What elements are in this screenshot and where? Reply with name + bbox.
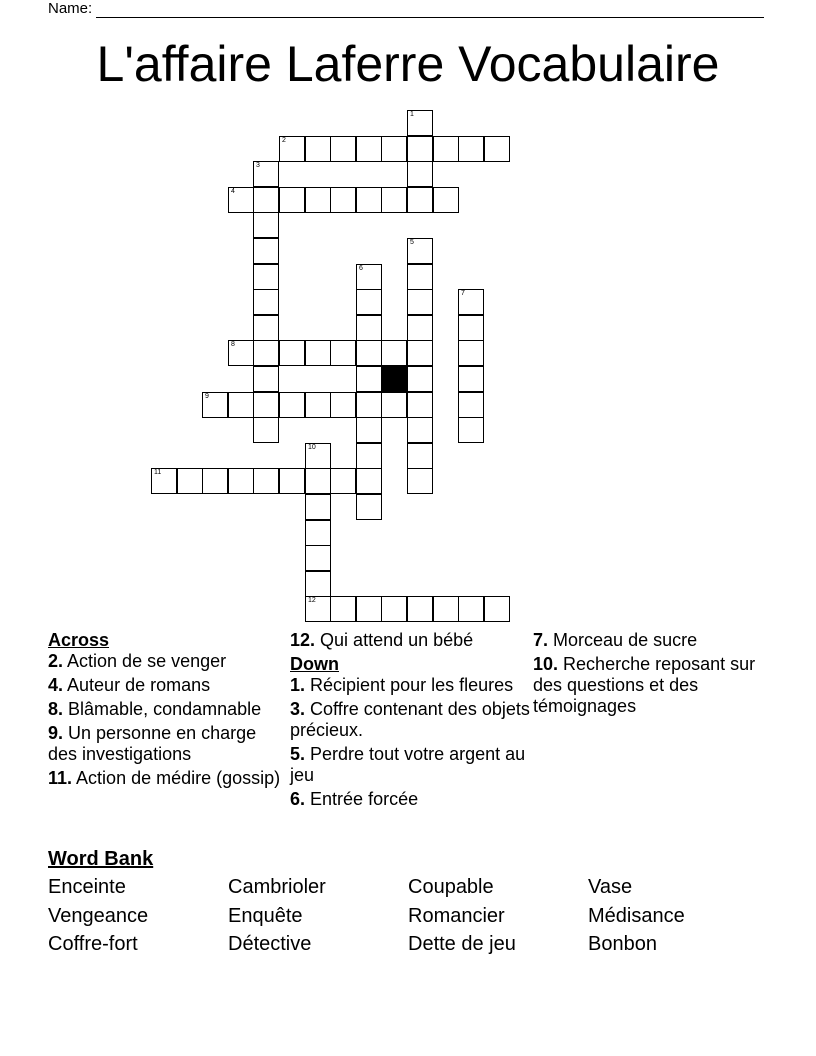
word-bank-item: Bonbon — [588, 933, 657, 955]
crossword-cell[interactable] — [458, 340, 484, 366]
crossword-cell[interactable] — [356, 264, 382, 290]
crossword-cell[interactable] — [356, 340, 382, 366]
clue-across-11: 11. Action de médire (gossip) — [48, 768, 281, 788]
crossword-cell[interactable] — [407, 289, 433, 315]
crossword-cell[interactable] — [330, 340, 356, 366]
crossword-cell[interactable] — [484, 596, 510, 622]
crossword-cell[interactable] — [407, 392, 433, 418]
clue-number: 5 — [410, 239, 414, 246]
clue-number: 8 — [231, 341, 235, 348]
crossword-cell[interactable] — [305, 340, 331, 366]
crossword-cell[interactable] — [305, 494, 331, 520]
crossword-cell[interactable] — [356, 136, 382, 162]
crossword-cell[interactable] — [253, 366, 279, 392]
crossword-cell[interactable] — [253, 161, 279, 187]
clues-column-3 — [533, 630, 773, 720]
crossword-cell[interactable] — [458, 392, 484, 418]
blocked-cell — [381, 366, 407, 392]
crossword-cell[interactable] — [356, 315, 382, 341]
crossword-cell[interactable] — [253, 238, 279, 264]
crossword-cell[interactable] — [305, 520, 331, 546]
crossword-cell[interactable] — [305, 545, 331, 571]
crossword-cell[interactable] — [177, 468, 203, 494]
crossword-cell[interactable] — [253, 212, 279, 238]
clues-column-1 — [48, 630, 288, 792]
clue-across-2: 2. Action de se venger — [48, 651, 227, 671]
crossword-cell[interactable] — [458, 136, 484, 162]
crossword-cell[interactable] — [305, 596, 331, 622]
crossword-cell[interactable] — [253, 187, 279, 213]
crossword-cell[interactable] — [202, 392, 228, 418]
down-heading: Down — [290, 654, 339, 674]
crossword-cell[interactable] — [356, 596, 382, 622]
clue-number: 4 — [231, 188, 235, 195]
crossword-cell[interactable] — [356, 289, 382, 315]
crossword-cell[interactable] — [433, 596, 459, 622]
crossword-cell[interactable] — [228, 187, 254, 213]
clues-column-2 — [290, 630, 530, 813]
crossword-cell[interactable] — [381, 187, 407, 213]
word-bank-item: Enquête — [228, 905, 303, 927]
crossword-cell[interactable] — [253, 289, 279, 315]
clue-across-9: 9. Un personne en charge des investigations — [48, 723, 257, 764]
crossword-cell[interactable] — [356, 494, 382, 520]
crossword-cell[interactable] — [305, 392, 331, 418]
word-bank-item: Détective — [228, 933, 312, 955]
crossword-cell[interactable] — [458, 596, 484, 622]
crossword-cell[interactable] — [253, 468, 279, 494]
crossword-cell[interactable] — [330, 187, 356, 213]
crossword-cell[interactable] — [305, 443, 331, 469]
crossword-cell[interactable] — [407, 238, 433, 264]
crossword-cell[interactable] — [305, 136, 331, 162]
crossword-cell[interactable] — [305, 571, 331, 597]
crossword-cell[interactable] — [458, 366, 484, 392]
crossword-cell[interactable] — [202, 468, 228, 494]
word-bank-heading: Word Bank — [48, 848, 154, 870]
crossword-cell[interactable] — [381, 596, 407, 622]
crossword-cell[interactable] — [228, 340, 254, 366]
clue-down-5: 5. Perdre tout votre argent au jeu — [290, 744, 526, 785]
crossword-cell[interactable] — [407, 136, 433, 162]
word-bank-item: Coffre-fort — [48, 933, 138, 955]
clue-number: 10 — [308, 444, 316, 451]
crossword-cell[interactable] — [356, 443, 382, 469]
crossword-cell[interactable] — [407, 443, 433, 469]
crossword-cell[interactable] — [381, 136, 407, 162]
crossword-cell[interactable] — [407, 264, 433, 290]
page-title: L'affaire Laferre Vocabulaire — [96, 36, 720, 92]
crossword-cell[interactable] — [305, 187, 331, 213]
crossword-cell[interactable] — [407, 110, 433, 136]
name-blank[interactable] — [96, 3, 764, 18]
crossword-cell[interactable] — [253, 340, 279, 366]
crossword-cell[interactable] — [381, 392, 407, 418]
crossword-cell[interactable] — [407, 315, 433, 341]
clue-down-3: 3. Coffre contenant des objets précieux. — [290, 699, 530, 740]
word-bank-item: Coupable — [408, 876, 494, 898]
crossword-cell[interactable] — [253, 417, 279, 443]
clue-across-4: 4. Auteur de romans — [48, 675, 211, 695]
crossword-cell[interactable] — [433, 136, 459, 162]
crossword-cell[interactable] — [407, 366, 433, 392]
crossword-cell[interactable] — [407, 161, 433, 187]
clue-down-10: 10. Recherche reposant sur des questions et des témoignages — [533, 654, 756, 716]
crossword-cell[interactable] — [279, 340, 305, 366]
crossword-cell[interactable] — [253, 315, 279, 341]
crossword-cell[interactable] — [356, 417, 382, 443]
crossword-cell[interactable] — [330, 136, 356, 162]
crossword-cell[interactable] — [279, 136, 305, 162]
word-bank-item: Romancier — [408, 905, 505, 927]
crossword-cell[interactable] — [228, 392, 254, 418]
clue-number: 1 — [410, 111, 414, 118]
clue-number: 9 — [205, 393, 209, 400]
crossword-cell[interactable] — [458, 289, 484, 315]
crossword-cell[interactable] — [228, 468, 254, 494]
crossword-cell[interactable] — [407, 468, 433, 494]
clue-down-1: 1. Récipient pour les fleures — [290, 675, 514, 695]
crossword-cell[interactable] — [305, 468, 331, 494]
crossword-cell[interactable] — [458, 315, 484, 341]
word-bank-item: Dette de jeu — [408, 933, 516, 955]
word-bank-item: Médisance — [588, 905, 685, 927]
crossword-cell[interactable] — [253, 264, 279, 290]
crossword-cell[interactable] — [279, 187, 305, 213]
clue-down-7: 7. Morceau de sucre — [533, 630, 698, 650]
crossword-cell[interactable] — [433, 187, 459, 213]
clue-number: 7 — [461, 290, 465, 297]
crossword-cell[interactable] — [151, 468, 177, 494]
clue-number: 6 — [359, 265, 363, 272]
word-bank-item: Enceinte — [48, 876, 126, 898]
name-label: Name: — [48, 0, 93, 17]
clue-down-6: 6. Entrée forcée — [290, 789, 419, 809]
clue-number: 11 — [154, 469, 162, 476]
clue-number: 2 — [282, 137, 286, 144]
clue-number: 3 — [256, 162, 260, 169]
crossword-cell[interactable] — [279, 468, 305, 494]
crossword-cell[interactable] — [253, 392, 279, 418]
crossword-cell[interactable] — [279, 392, 305, 418]
word-bank-item: Vengeance — [48, 905, 149, 927]
crossword-cell[interactable] — [356, 392, 382, 418]
name-line — [48, 0, 764, 18]
clue-across-12: 12. Qui attend un bébé — [290, 630, 474, 650]
clue-number: 12 — [308, 597, 316, 604]
crossword-cell[interactable] — [356, 187, 382, 213]
crossword-cell[interactable] — [407, 187, 433, 213]
crossword-cell[interactable] — [407, 417, 433, 443]
crossword-cell[interactable] — [484, 136, 510, 162]
word-bank-item: Vase — [588, 876, 633, 898]
crossword-cell[interactable] — [330, 468, 356, 494]
crossword-cell[interactable] — [356, 366, 382, 392]
crossword-cell[interactable] — [407, 596, 433, 622]
crossword-cell[interactable] — [407, 340, 433, 366]
crossword-cell[interactable] — [330, 392, 356, 418]
across-heading: Across — [48, 630, 110, 650]
word-bank-item: Cambrioler — [228, 876, 326, 898]
crossword-cell[interactable] — [458, 417, 484, 443]
crossword-cell[interactable] — [356, 468, 382, 494]
clue-across-8: 8. Blâmable, condamnable — [48, 699, 262, 719]
crossword-cell[interactable] — [330, 596, 356, 622]
crossword-cell[interactable] — [381, 340, 407, 366]
